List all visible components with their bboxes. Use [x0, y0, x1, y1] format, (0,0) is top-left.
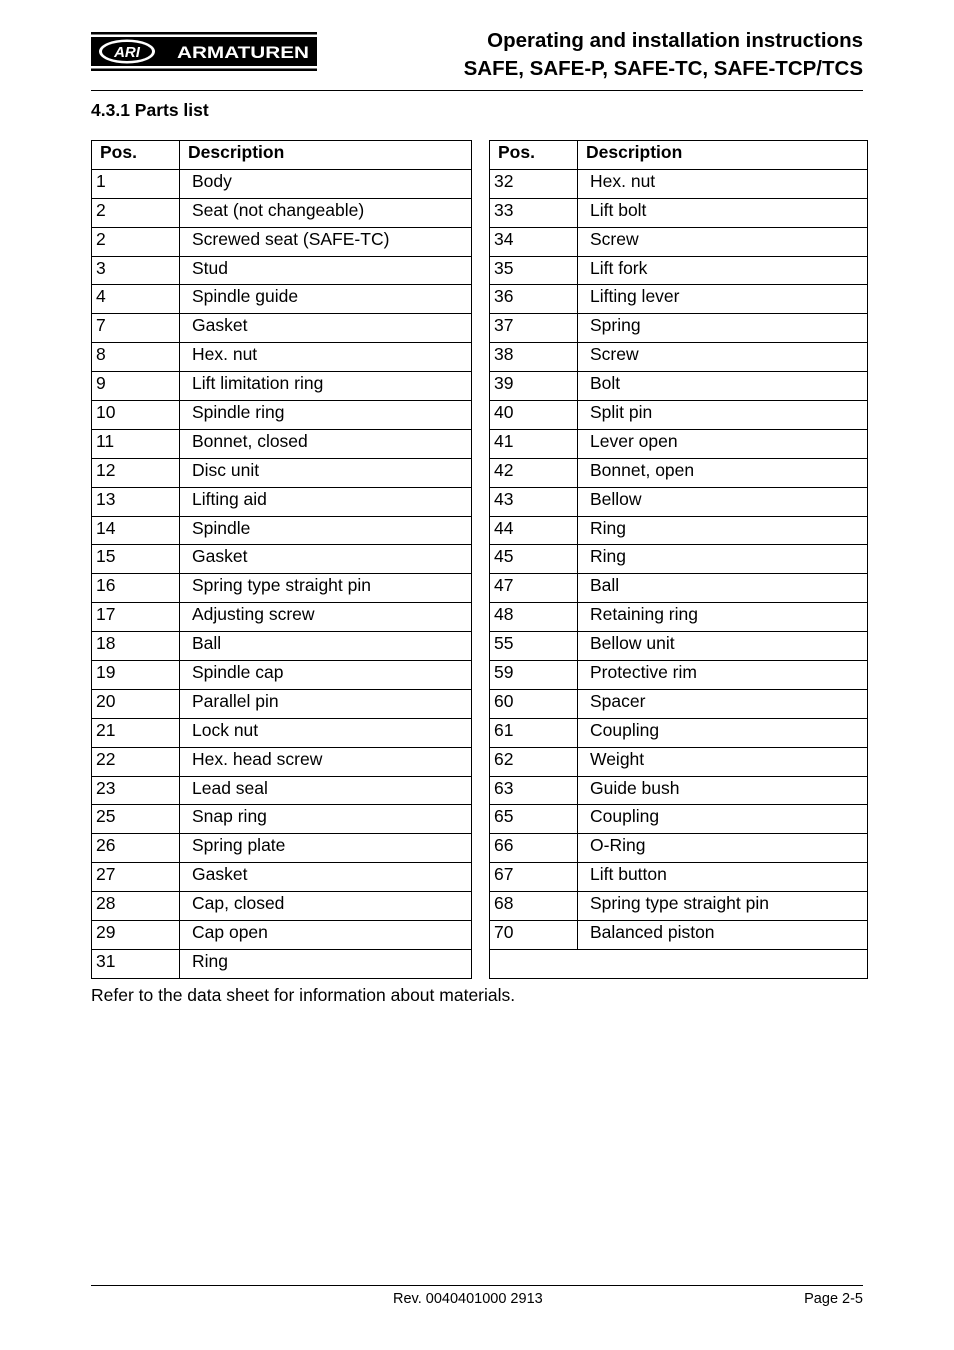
part-description: Lift limitation ring	[180, 372, 472, 401]
part-description: Bonnet, open	[578, 458, 868, 487]
part-position: 39	[490, 372, 578, 401]
part-description: Hex. head screw	[180, 747, 472, 776]
table-row	[490, 689, 868, 718]
part-position: 29	[92, 921, 180, 950]
part-description: Disc unit	[180, 458, 472, 487]
part-position: 21	[92, 718, 180, 747]
part-description: Snap ring	[180, 805, 472, 834]
part-position: 65	[490, 805, 578, 834]
part-description: Bonnet, closed	[180, 429, 472, 458]
part-position: 23	[92, 776, 180, 805]
part-description: Screw	[578, 343, 868, 372]
part-description: Lever open	[578, 429, 868, 458]
part-position: 70	[490, 921, 578, 950]
part-description: Gasket	[180, 545, 472, 574]
part-description: Lead seal	[180, 776, 472, 805]
table-row	[490, 429, 868, 458]
part-position: 10	[92, 401, 180, 430]
table-row	[490, 401, 868, 430]
col-header-description: Description	[578, 141, 868, 170]
part-description: Spring type straight pin	[180, 574, 472, 603]
part-description: Cap, closed	[180, 892, 472, 921]
part-position: 60	[490, 689, 578, 718]
table-row	[490, 718, 868, 747]
part-description: Screwed seat (SAFE-TC)	[180, 227, 472, 256]
part-position: 7	[92, 314, 180, 343]
col-header-pos: Pos.	[490, 141, 578, 170]
ari-armaturen-logo	[91, 32, 317, 71]
table-row	[92, 429, 472, 458]
table-row	[92, 632, 472, 661]
part-position: 68	[490, 892, 578, 921]
part-position: 61	[490, 718, 578, 747]
part-position: 66	[490, 834, 578, 863]
part-position: 11	[92, 429, 180, 458]
part-description: Gasket	[180, 863, 472, 892]
part-position: 34	[490, 227, 578, 256]
part-description: O-Ring	[578, 834, 868, 863]
part-position: 38	[490, 343, 578, 372]
part-description: Spindle	[180, 516, 472, 545]
revision-number: Rev. 0040401000 2913	[393, 1291, 543, 1307]
table-row	[490, 256, 868, 285]
part-description: Balanced piston	[578, 921, 868, 950]
part-description: Ring	[180, 949, 472, 978]
table-row	[92, 834, 472, 863]
table-row-empty	[490, 949, 868, 978]
table-row	[92, 689, 472, 718]
part-position: 15	[92, 545, 180, 574]
part-position: 26	[92, 834, 180, 863]
table-header-row	[92, 141, 472, 170]
part-description: Bolt	[578, 372, 868, 401]
part-description: Gasket	[180, 314, 472, 343]
parts-table-left-body	[92, 169, 472, 978]
table-row	[92, 574, 472, 603]
part-position: 67	[490, 863, 578, 892]
part-description: Weight	[578, 747, 868, 776]
part-position: 4	[92, 285, 180, 314]
part-position: 33	[490, 198, 578, 227]
table-row	[92, 805, 472, 834]
part-position: 18	[92, 632, 180, 661]
part-position: 59	[490, 661, 578, 690]
table-header-row	[490, 141, 868, 170]
document-title	[464, 27, 863, 83]
table-row	[490, 285, 868, 314]
part-position: 35	[490, 256, 578, 285]
table-row	[92, 372, 472, 401]
part-position: 2	[92, 198, 180, 227]
materials-note: Refer to the data sheet for information about materials.	[91, 985, 516, 1005]
part-position: 63	[490, 776, 578, 805]
page-number: Page 2-5	[804, 1291, 863, 1307]
part-description: Lifting aid	[180, 487, 472, 516]
table-row	[490, 574, 868, 603]
part-position: 20	[92, 689, 180, 718]
parts-table-left	[91, 140, 472, 979]
part-position: 22	[92, 747, 180, 776]
part-position: 9	[92, 372, 180, 401]
part-description: Ball	[578, 574, 868, 603]
part-description: Ball	[180, 632, 472, 661]
table-row	[490, 776, 868, 805]
table-row	[92, 256, 472, 285]
table-row	[490, 603, 868, 632]
table-row	[490, 372, 868, 401]
part-description: Lock nut	[180, 718, 472, 747]
table-row	[92, 718, 472, 747]
table-row	[92, 776, 472, 805]
table-row	[490, 227, 868, 256]
table-row	[92, 661, 472, 690]
table-row	[490, 169, 868, 198]
part-position: 1	[92, 169, 180, 198]
part-position: 25	[92, 805, 180, 834]
header-divider	[91, 90, 863, 91]
part-description: Ring	[578, 516, 868, 545]
part-position: 41	[490, 429, 578, 458]
part-description: Stud	[180, 256, 472, 285]
table-row	[490, 632, 868, 661]
table-row	[490, 921, 868, 950]
part-position: 40	[490, 401, 578, 430]
part-position: 3	[92, 256, 180, 285]
part-description: Bellow	[578, 487, 868, 516]
part-position: 12	[92, 458, 180, 487]
part-position: 27	[92, 863, 180, 892]
part-description: Hex. nut	[578, 169, 868, 198]
table-row	[92, 227, 472, 256]
parts-table-right	[489, 140, 868, 979]
part-position: 44	[490, 516, 578, 545]
svg-text:ARMATUREN: ARMATUREN	[177, 43, 309, 62]
table-row	[92, 343, 472, 372]
part-position: 13	[92, 487, 180, 516]
title-line-2: SAFE, SAFE-P, SAFE-TC, SAFE-TCP/TCS	[463, 57, 863, 80]
table-row	[92, 169, 472, 198]
part-description: Lift button	[578, 863, 868, 892]
part-position: 62	[490, 747, 578, 776]
table-row	[92, 921, 472, 950]
part-description: Coupling	[578, 718, 868, 747]
part-description: Spindle cap	[180, 661, 472, 690]
table-row	[92, 863, 472, 892]
part-description: Lift fork	[578, 256, 868, 285]
part-position: 47	[490, 574, 578, 603]
table-row	[92, 949, 472, 978]
section-heading: 4.3.1 Parts list	[91, 100, 209, 120]
part-position: 2	[92, 227, 180, 256]
title-line-1: Operating and installation instructions	[487, 29, 863, 52]
part-description: Retaining ring	[578, 603, 868, 632]
table-row	[92, 516, 472, 545]
part-description: Lifting lever	[578, 285, 868, 314]
part-description: Split pin	[578, 401, 868, 430]
table-row	[92, 401, 472, 430]
table-row	[490, 892, 868, 921]
part-position: 31	[92, 949, 180, 978]
part-position: 42	[490, 458, 578, 487]
table-row	[490, 343, 868, 372]
part-position: 32	[490, 169, 578, 198]
part-position: 37	[490, 314, 578, 343]
part-position: 17	[92, 603, 180, 632]
part-description: Guide bush	[578, 776, 868, 805]
footer-divider	[91, 1285, 863, 1286]
table-row	[92, 198, 472, 227]
part-description: Spring type straight pin	[578, 892, 868, 921]
svg-text:ARI: ARI	[114, 44, 140, 61]
part-position: 19	[92, 661, 180, 690]
table-row	[490, 314, 868, 343]
table-row	[490, 863, 868, 892]
part-description: Ring	[578, 545, 868, 574]
table-row	[92, 487, 472, 516]
part-description: Body	[180, 169, 472, 198]
table-row	[490, 661, 868, 690]
part-description: Bellow unit	[578, 632, 868, 661]
part-description: Spring	[578, 314, 868, 343]
table-row	[92, 285, 472, 314]
part-position: 28	[92, 892, 180, 921]
part-description: Seat (not changeable)	[180, 198, 472, 227]
part-position: 48	[490, 603, 578, 632]
part-description: Spindle ring	[180, 401, 472, 430]
table-row	[490, 458, 868, 487]
parts-table-right-body	[490, 169, 868, 978]
part-description: Lift bolt	[578, 198, 868, 227]
part-position: 45	[490, 545, 578, 574]
table-row	[92, 892, 472, 921]
part-description: Coupling	[578, 805, 868, 834]
table-row	[92, 314, 472, 343]
part-description: Screw	[578, 227, 868, 256]
table-row	[92, 458, 472, 487]
part-position: 55	[490, 632, 578, 661]
part-description: Spindle guide	[180, 285, 472, 314]
part-description: Hex. nut	[180, 343, 472, 372]
col-header-pos: Pos.	[92, 141, 180, 170]
part-description: Parallel pin	[180, 689, 472, 718]
table-row	[490, 198, 868, 227]
part-description: Spring plate	[180, 834, 472, 863]
table-row	[490, 516, 868, 545]
part-position: 14	[92, 516, 180, 545]
part-description: Protective rim	[578, 661, 868, 690]
table-row	[490, 834, 868, 863]
part-description: Cap open	[180, 921, 472, 950]
table-row	[92, 603, 472, 632]
table-row	[490, 805, 868, 834]
table-row	[490, 487, 868, 516]
part-description: Spacer	[578, 689, 868, 718]
part-position: 8	[92, 343, 180, 372]
part-position: 43	[490, 487, 578, 516]
part-position: 36	[490, 285, 578, 314]
table-row	[92, 747, 472, 776]
empty-cell	[490, 949, 868, 978]
col-header-description: Description	[180, 141, 472, 170]
part-position: 16	[92, 574, 180, 603]
table-row	[92, 545, 472, 574]
part-description: Adjusting screw	[180, 603, 472, 632]
table-row	[490, 545, 868, 574]
table-row	[490, 747, 868, 776]
